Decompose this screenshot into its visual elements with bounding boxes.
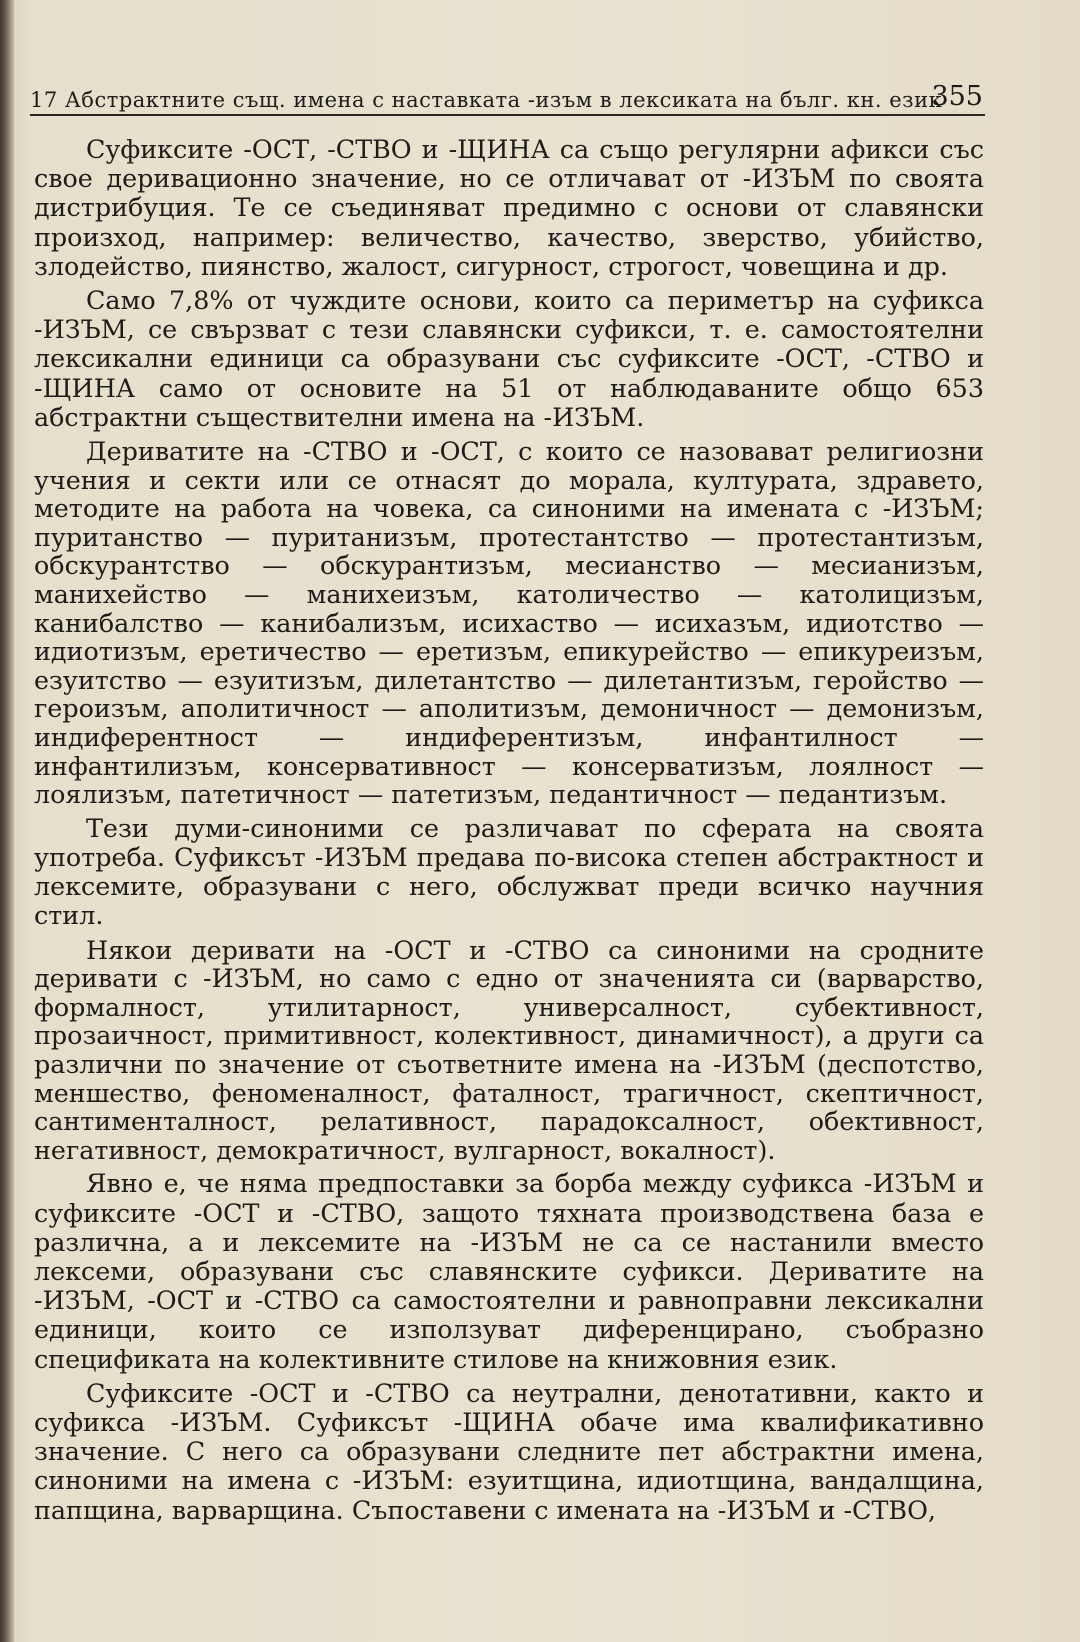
- page-header: [30, 74, 985, 112]
- paragraph: Някои деривати на -ОСТ и -СТВО са синоними на сродните деривати с -ИЗЪМ, но само с едно от значенията си (варварство, формалност, утилитарност, универсалност, субективност, прозаичност, примитивност, колективност, динамичност), а други са различни по значение от съответните имена на -ИЗЪМ (деспотство, меншество, феноменалност, фаталност, трагичност, скептичност, сантименталност, релативност, парадоксалност, обективност, негативност, демократичност, вулгарност, вокалност).: [34, 934, 984, 1165]
- paragraph: Суфиксите -ОСТ и -СТВО са неутрални, денотативни, както и суфикса -ИЗЪМ. Суфиксът -ЩИНА обаче има квалификативно значение. С него са образувани следните пет абстрактни имена, синоними на имена с -ИЗЪМ: езуитщина, идиотщина, вандалщина, папщина, варварщина. Съпоставени с имената на -ИЗЪМ и -СТВО,: [34, 1377, 984, 1525]
- header-rule: [30, 114, 985, 116]
- running-head: 17 Абстрактните същ. имена с наставката -изъм в лексиката на бълг. кн. език: [30, 88, 943, 112]
- paragraph: Суфиксите -ОСТ, -СТВО и -ЩИНА са също регулярни афикси със свое деривационно значение, но се отличават от -ИЗЪМ по своята дистрибуция. Те се съединяват предимно с основи от славянски произход, например: величество, качество, зверство, убийство, злодейство, пиянство, жалост, сигурност, строгост, човещина и др.: [34, 134, 984, 281]
- page-number: 355: [931, 81, 983, 112]
- paragraph: Дериватите на -СТВО и -ОСТ, с които се назовават религиозни учения и секти или се отнасят до морала, културата, здравето, методите на работа на човека, са синоними на имената с -ИЗЪМ; пуританство — пуританизъм, протестантство — протестантизъм, обскурантство — обскурантизъм, месианство — месианизъм, манихейство — манихеизъм, католичество — католицизъм, канибалство — канибализъм, исихаство — исихазъм, идиотство — идиотизъм, еретичество — еретизъм, епикурейство — епикуреизъм, езуитство — езуитизъм, дилетантство — дилетантизъм, геройство — героизъм, аполитичност — аполитизъм, демоничност — демонизъм, индиферентност — индиферентизъм, инфантилност — инфантилизъм, консервативност — консерватизъм, лоялност — лоялизъм, патетичност — патетизъм, педантичност — педантизъм.: [34, 436, 984, 810]
- paragraph: Само 7,8% от чуждите основи, които са периметър на суфикса -ИЗЪМ, се свързват с тези славянски суфикси, т. е. самостоятелни лексикални единици са образувани със суфиксите -ОСТ, -СТВО и -ЩИНА само от основите на 51 от наблюдаваните общо 653 абстрактни съществителни имена на -ИЗЪМ.: [34, 285, 984, 432]
- paragraph: Явно е, че няма предпоставки за борба между суфикса -ИЗЪМ и суфиксите -ОСТ и -СТВО, защото тяхната производствена база е различна, а и лексемите на -ИЗЪМ не са се настанили вместо лексеми, образувани със славянските суфикси. Дериватите на -ИЗЪМ, -ОСТ и -СТВО са самостоятелни и равноправни лексикални единици, които се използуват диференцирано, съобразно спецификата на колективните стилове на книжовния език.: [34, 1168, 984, 1374]
- body-text: [34, 135, 984, 1525]
- book-spine-shadow: [0, 0, 14, 1642]
- paragraph: Тези думи-синоними се различават по сферата на своята употреба. Суфиксът -ИЗЪМ предава по-висока степен абстрактност и лексемите, образувани с него, обслужват преди всичко научния стил.: [34, 812, 984, 931]
